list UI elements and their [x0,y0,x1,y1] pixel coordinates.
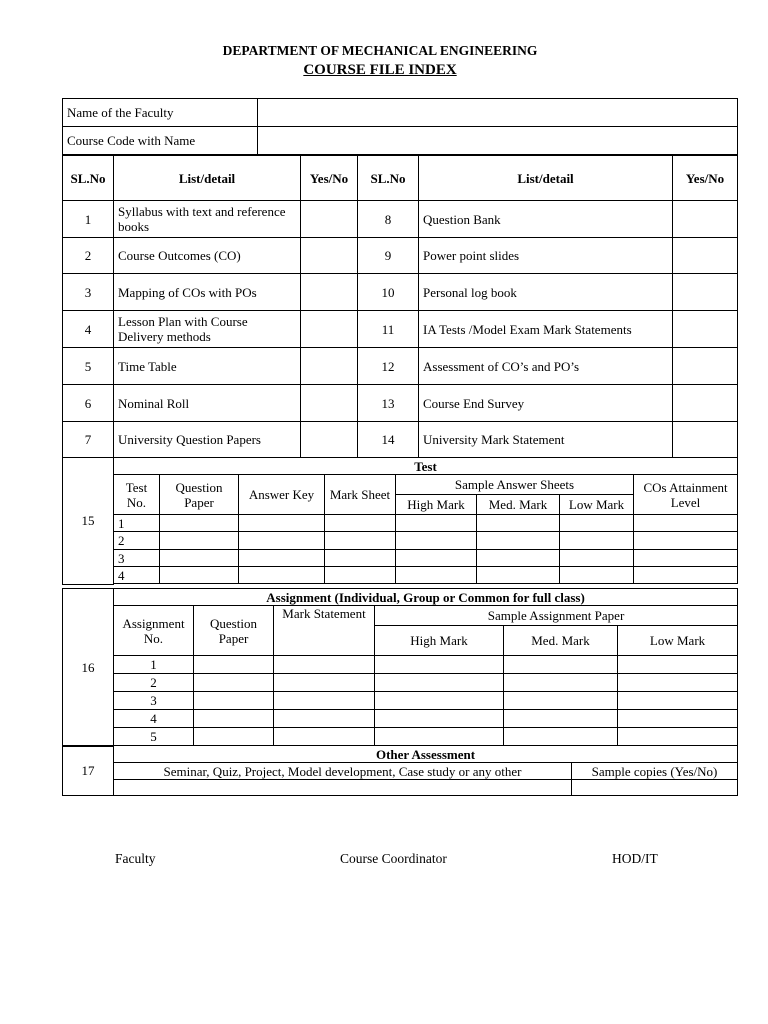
col-yesno-left: Yes/No [301,156,358,201]
cell[interactable] [274,656,375,674]
cell[interactable] [375,710,504,728]
item-text: Course End Survey [419,385,673,422]
item-no: 4 [63,311,114,348]
checklist-row [63,348,738,385]
cell[interactable] [325,567,396,584]
assignment-section [62,588,738,747]
item-no: 14 [358,422,419,458]
test-item-no: 15 [63,458,114,585]
item-text: Question Bank [419,201,673,238]
item-text: University Mark Statement [419,422,673,458]
yesno-field[interactable] [673,201,738,238]
item-no: 5 [63,348,114,385]
col-high-mark: High Mark [375,626,504,656]
cell[interactable] [618,692,738,710]
cell[interactable] [634,567,738,584]
col-detail-left: List/detail [114,156,301,201]
item-no: 3 [63,274,114,311]
yesno-field[interactable] [301,348,358,385]
yesno-field[interactable] [301,238,358,274]
col-slno-right: SL.No [358,156,419,201]
table-row [63,674,738,692]
table-row [63,656,738,674]
col-low-mark: Low Mark [560,495,634,515]
col-sample-answer-sheets: Sample Answer Sheets [396,475,634,495]
cell[interactable] [194,710,274,728]
cell[interactable] [239,515,325,532]
cell[interactable] [560,567,634,584]
cell[interactable] [325,550,396,567]
item-no: 6 [63,385,114,422]
other-title: Other Assessment [114,746,738,763]
test-title: Test [114,458,738,475]
yesno-field[interactable] [301,422,358,458]
yesno-field[interactable] [301,385,358,422]
assignment-row-no: 4 [114,710,194,728]
yesno-field[interactable] [301,274,358,311]
cell[interactable] [396,567,477,584]
yesno-field[interactable] [673,311,738,348]
col-yesno-right: Yes/No [673,156,738,201]
faculty-signature-label: Faculty [115,851,156,866]
cell[interactable] [325,515,396,532]
cell[interactable] [572,780,738,796]
course-info-table [62,98,738,155]
col-question-paper: Question Paper [160,475,239,515]
yesno-field[interactable] [673,422,738,458]
item-no: 8 [358,201,419,238]
test-row-no: 2 [114,532,160,550]
assignment-row-no: 1 [114,656,194,674]
department-heading: DEPARTMENT OF MECHANICAL ENGINEERING [222,43,538,58]
table-row [63,710,738,728]
yesno-field[interactable] [301,201,358,238]
item-text: Assessment of CO’s and PO’s [419,348,673,385]
col-slno-left: SL.No [63,156,114,201]
cell[interactable] [477,515,560,532]
faculty-label: Name of the Faculty [63,99,258,127]
table-row [63,550,738,567]
col-answer-key: Answer Key [239,475,325,515]
cell[interactable] [194,692,274,710]
cell[interactable] [504,728,618,746]
cell[interactable] [634,550,738,567]
course-label: Course Code with Name [63,127,258,155]
item-text: Syllabus with text and reference books [114,201,301,238]
cell[interactable] [160,515,239,532]
cell[interactable] [396,550,477,567]
cell[interactable] [477,550,560,567]
test-section [62,457,738,585]
cell[interactable] [618,728,738,746]
col-cos-attainment: COs Attainment Level [634,475,738,515]
table-row [63,567,738,584]
item-no: 1 [63,201,114,238]
cell[interactable] [618,674,738,692]
test-row-no: 3 [114,550,160,567]
checklist-row [63,311,738,348]
col-question-paper: Question Paper [194,606,274,656]
col-med-mark: Med. Mark [504,626,618,656]
cell[interactable] [114,780,572,796]
test-row-no: 4 [114,567,160,584]
yesno-field[interactable] [673,238,738,274]
yesno-field[interactable] [301,311,358,348]
cell[interactable] [618,710,738,728]
cell[interactable] [160,532,239,550]
cell[interactable] [194,674,274,692]
cell[interactable] [274,692,375,710]
cell[interactable] [504,656,618,674]
test-row-no: 1 [114,515,160,532]
checklist-row [63,238,738,274]
cell[interactable] [634,532,738,550]
cell[interactable] [504,674,618,692]
cell[interactable] [560,515,634,532]
col-low-mark: Low Mark [618,626,738,656]
item-text: Mapping of COs with POs [114,274,301,311]
col-mark-sheet: Mark Sheet [325,475,396,515]
assignment-item-no: 16 [63,589,114,747]
cell[interactable] [325,532,396,550]
faculty-value-field[interactable] [258,99,738,127]
cell[interactable] [194,656,274,674]
cell[interactable] [504,710,618,728]
item-text: IA Tests /Model Exam Mark Statements [419,311,673,348]
cell[interactable] [396,532,477,550]
assignment-row-no: 3 [114,692,194,710]
cell[interactable] [239,532,325,550]
cell[interactable] [375,674,504,692]
cell[interactable] [560,550,634,567]
page-title: COURSE FILE INDEX [303,62,457,78]
item-no: 11 [358,311,419,348]
item-no: 2 [63,238,114,274]
course-value-field[interactable] [258,127,738,155]
cell[interactable] [160,550,239,567]
cell[interactable] [375,656,504,674]
cell[interactable] [477,567,560,584]
assignment-row-no: 5 [114,728,194,746]
item-no: 10 [358,274,419,311]
cell[interactable] [618,656,738,674]
col-test-no: Test No. [114,475,160,515]
item-text: Course Outcomes (CO) [114,238,301,274]
item-text: Personal log book [419,274,673,311]
table-row [63,532,738,550]
item-text: Power point slides [419,238,673,274]
item-text: Time Table [114,348,301,385]
col-sample-assignment: Sample Assignment Paper [375,606,738,626]
cell[interactable] [375,728,504,746]
yesno-field[interactable] [673,348,738,385]
assignment-row-no: 2 [114,674,194,692]
cell[interactable] [560,532,634,550]
table-row [63,728,738,746]
coordinator-signature-label: Course Coordinator [340,851,447,866]
hod-signature-label: HOD/IT [612,851,658,866]
col-assignment-no: Assignment No. [114,606,194,656]
table-row [63,515,738,532]
col-other-description: Seminar, Quiz, Project, Model development, Case study or any other [114,763,572,780]
other-item-no: 17 [63,746,114,796]
cell[interactable] [477,532,560,550]
checklist-row [63,385,738,422]
cell[interactable] [160,567,239,584]
item-no: 7 [63,422,114,458]
cell[interactable] [274,710,375,728]
table-row [63,780,738,796]
checklist-row [63,201,738,238]
cell[interactable] [274,674,375,692]
cell[interactable] [194,728,274,746]
assignment-title: Assignment (Individual, Group or Common for full class) [114,589,738,606]
col-detail-right: List/detail [419,156,673,201]
col-high-mark: High Mark [396,495,477,515]
table-row [63,692,738,710]
item-text: Nominal Roll [114,385,301,422]
cell[interactable] [504,692,618,710]
checklist-row [63,274,738,311]
item-text: Lesson Plan with Course Delivery methods [114,311,301,348]
cell[interactable] [396,515,477,532]
cell[interactable] [239,567,325,584]
checklist-row [63,422,738,458]
col-med-mark: Med. Mark [477,495,560,515]
cell[interactable] [274,728,375,746]
cell[interactable] [634,515,738,532]
cell[interactable] [375,692,504,710]
other-assessment-section [62,745,738,796]
item-no: 13 [358,385,419,422]
checklist-table [62,155,738,458]
item-text: University Question Papers [114,422,301,458]
cell[interactable] [239,550,325,567]
item-no: 9 [358,238,419,274]
col-sample-copies: Sample copies (Yes/No) [572,763,738,780]
yesno-field[interactable] [673,385,738,422]
item-no: 12 [358,348,419,385]
yesno-field[interactable] [673,274,738,311]
col-mark-statement: Mark Statement [274,606,375,656]
